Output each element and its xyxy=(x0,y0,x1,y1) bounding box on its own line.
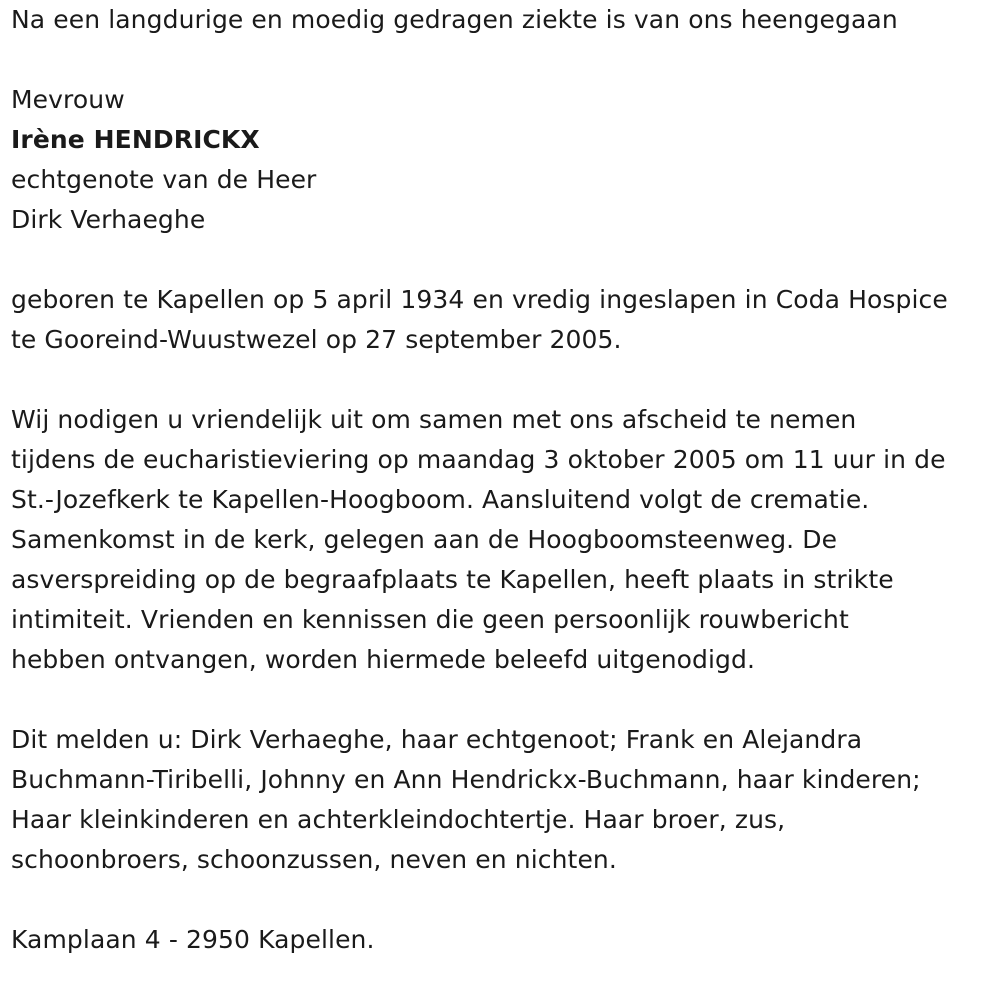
deceased-name: Irène HENDRICKX xyxy=(11,125,260,154)
spacer xyxy=(11,680,996,720)
paragraph-line: Dit melden u: Dirk Verhaeghe, haar echtgenoot; Frank en Alejandra xyxy=(11,725,863,754)
paragraph-line: geboren te Kapellen op 5 april 1934 en vredig ingeslapen in Coda Hospice xyxy=(11,285,948,314)
intro-text: Na een langdurige en moedig gedragen ziekte is van ons heengegaan xyxy=(11,5,898,34)
spacer xyxy=(11,240,996,280)
spacer xyxy=(11,880,996,920)
obituary-notice xyxy=(11,0,996,960)
paragraph-line: Wij nodigen u vriendelijk uit om samen met ons afscheid te nemen xyxy=(11,405,857,434)
paragraph-line: asverspreiding op de begraafplaats te Kapellen, heeft plaats in strikte xyxy=(11,565,894,594)
paragraph-line: Samenkomst in de kerk, gelegen aan de Hoogboomsteenweg. De xyxy=(11,525,838,554)
relation-text: echtgenote van de Heer xyxy=(11,165,317,194)
paragraph-line: schoonbroers, schoonzussen, neven en nichten. xyxy=(11,845,617,874)
paragraph-line: hebben ontvangen, worden hiermede beleefd uitgenodigd. xyxy=(11,645,756,674)
paragraph-line: te Gooreind-Wuustwezel op 27 september 2005. xyxy=(11,325,622,354)
paragraph-line: tijdens de eucharistieviering op maandag 3 oktober 2005 om 11 uur in de xyxy=(11,445,946,474)
address-text: Kamplaan 4 - 2950 Kapellen. xyxy=(11,925,375,954)
paragraph-line: St.-Jozefkerk te Kapellen-Hoogboom. Aansluitend volgt de crematie. xyxy=(11,485,870,514)
spacer xyxy=(11,360,996,400)
spacer xyxy=(11,40,996,80)
paragraph-line: Haar kleinkinderen en achterkleindochtertje. Haar broer, zus, xyxy=(11,805,786,834)
ceremony-paragraph xyxy=(11,400,996,680)
salutation: Mevrouw xyxy=(11,85,125,114)
spouse-name: Dirk Verhaeghe xyxy=(11,205,206,234)
family-paragraph xyxy=(11,720,996,880)
birth-death-paragraph xyxy=(11,280,996,360)
paragraph-line: intimiteit. Vrienden en kennissen die geen persoonlijk rouwbericht xyxy=(11,605,849,634)
paragraph-line: Buchmann-Tiribelli, Johnny en Ann Hendrickx-Buchmann, haar kinderen; xyxy=(11,765,921,794)
